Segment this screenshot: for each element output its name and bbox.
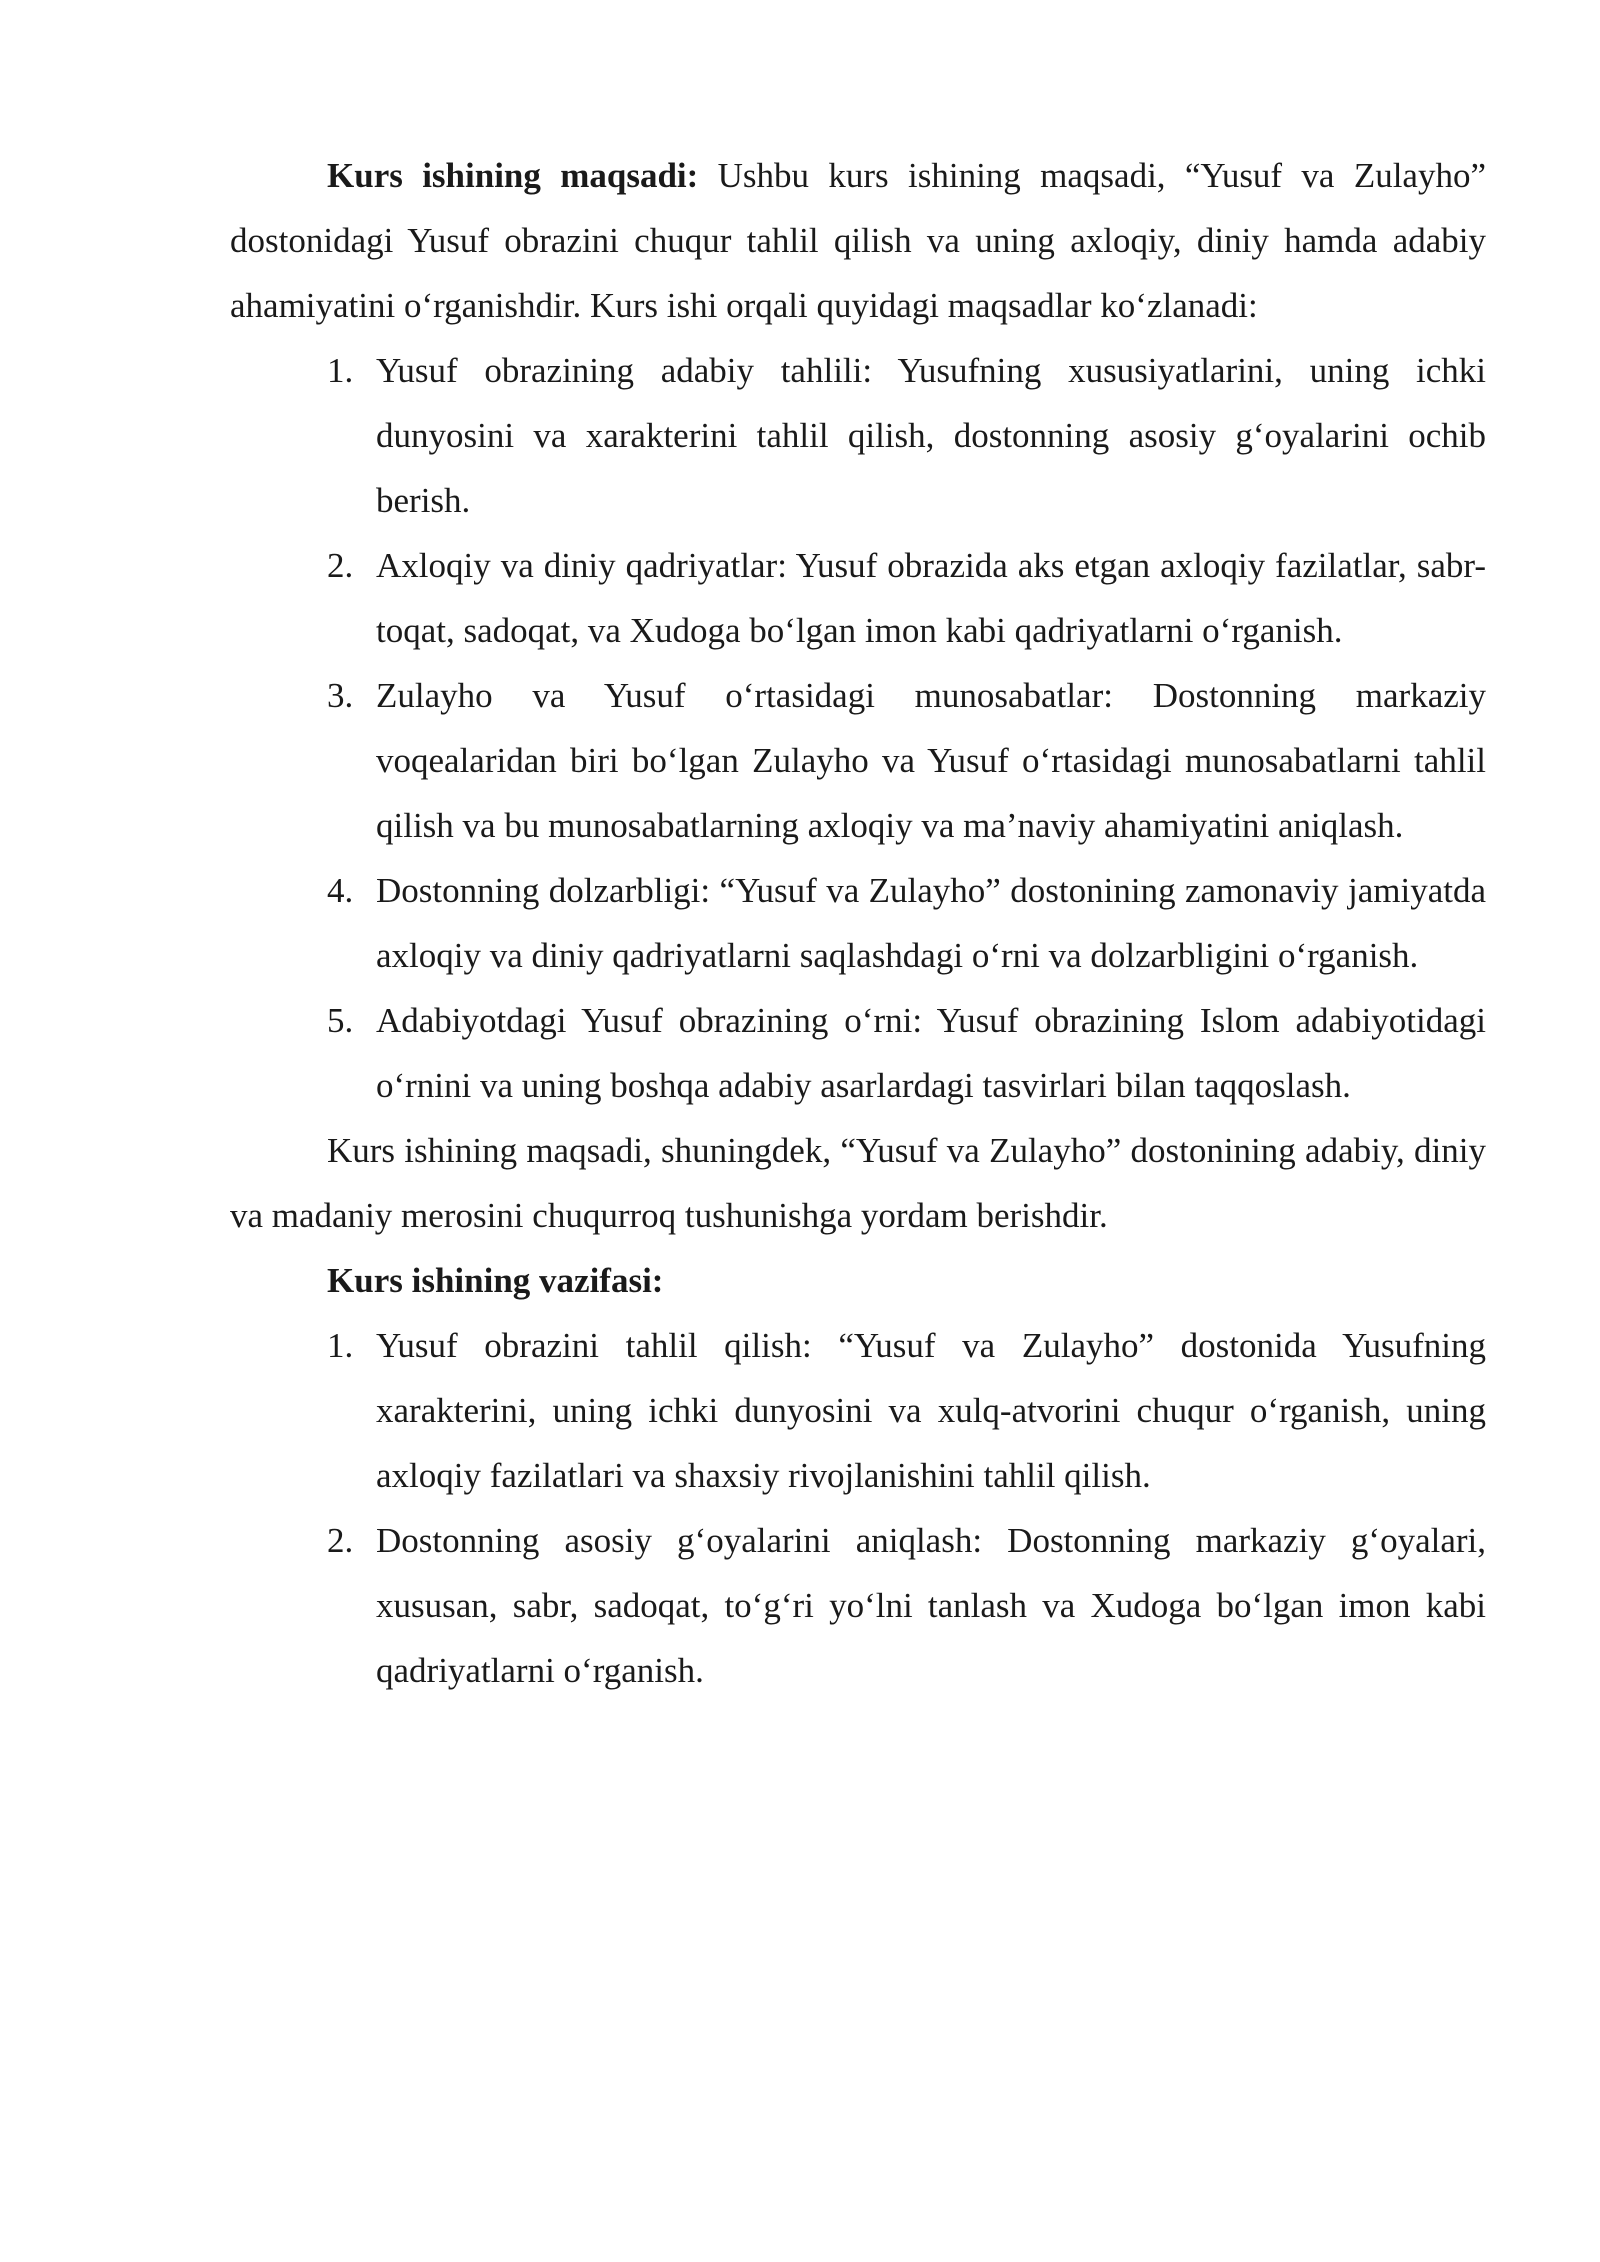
- list-item: [230, 1508, 1486, 1703]
- list-item: [230, 533, 1486, 663]
- list-item: [230, 338, 1486, 533]
- vazifa-list: [230, 1313, 1486, 1703]
- document-body: [230, 143, 1486, 1703]
- list-item-text: Yusuf obrazining adabiy tahlili: Yusufning xususiyatlarini, uning ichki dunyosini va xarakterini tahlil qilish, dostonning asosiy g‘oyalarini ochib berish.: [376, 351, 1486, 520]
- list-item: [230, 663, 1486, 858]
- maqsad-intro-paragraph: [230, 143, 1486, 338]
- list-item-number: 2.: [327, 1521, 354, 1560]
- maqsad-list: [230, 338, 1486, 1118]
- maqsad-heading: Kurs ishining maqsadi:: [327, 156, 699, 195]
- list-item-text: Dostonning asosiy g‘oyalarini aniqlash: Dostonning markaziy g‘oyalari, xususan, sabr, sadoqat, to‘g‘ri yo‘lni tanlash va Xudoga bo‘lgan imon kabi qadriyatlarni o‘rganish.: [376, 1521, 1486, 1690]
- list-item-number: 3.: [327, 676, 354, 715]
- list-item-number: 1.: [327, 351, 354, 390]
- list-item-text: Dostonning dolzarbligi: “Yusuf va Zulayho” dostonining zamonaviy jamiyatda axloqiy va diniy qadriyatlarni saqlashdagi o‘rni va dolzarbligini o‘rganish.: [376, 871, 1486, 975]
- list-item-number: 4.: [327, 871, 354, 910]
- list-item-text: Adabiyotdagi Yusuf obrazining o‘rni: Yusuf obrazining Islom adabiyotidagi o‘rnini va uning boshqa adabiy asarlardagi tasvirlari bilan taqqoslash.: [376, 1001, 1486, 1105]
- list-item: [230, 1313, 1486, 1508]
- vazifa-heading-paragraph: [230, 1248, 1486, 1313]
- list-item-text: Zulayho va Yusuf o‘rtasidagi munosabatlar: Dostonning markaziy voqealaridan biri bo‘lgan Zulayho va Yusuf o‘rtasidagi munosabatlarni tahlil qilish va bu munosabatlarning axloqiy va ma’naviy ahamiyatini aniqlash.: [376, 676, 1486, 845]
- list-item: [230, 988, 1486, 1118]
- list-item-text: Axloqiy va diniy qadriyatlar: Yusuf obrazida aks etgan axloqiy fazilatlar, sabr-toqat, sadoqat, va Xudoga bo‘lgan imon kabi qadriyatlarni o‘rganish.: [376, 546, 1486, 650]
- maqsad-intro-text: Ushbu kurs ishining maqsadi, “Yusuf va Zulayho” dostonidagi Yusuf obrazini chuqur tahlil qilish va uning axloqiy, diniy hamda adabiy ahamiyatini o‘rganishdir. Kurs ishi orqali quyidagi maqsadlar ko‘zlanadi:: [230, 156, 1486, 325]
- maqsad-summary-paragraph: Kurs ishining maqsadi, shuningdek, “Yusuf va Zulayho” dostonining adabiy, diniy va madaniy merosini chuqurroq tushunishga yordam berishdir.: [230, 1131, 1486, 1235]
- list-item-text: Yusuf obrazini tahlil qilish: “Yusuf va Zulayho” dostonida Yusufning xarakterini, uning ichki dunyosini va xulq-atvorini chuqur o‘rganish, uning axloqiy fazilatlari va shaxsiy rivojlanishini tahlil qilish.: [376, 1326, 1486, 1495]
- list-item: [230, 858, 1486, 988]
- list-item-number: 1.: [327, 1326, 354, 1365]
- list-item-number: 5.: [327, 1001, 354, 1040]
- vazifa-heading: Kurs ishining vazifasi:: [327, 1261, 664, 1300]
- list-item-number: 2.: [327, 546, 354, 585]
